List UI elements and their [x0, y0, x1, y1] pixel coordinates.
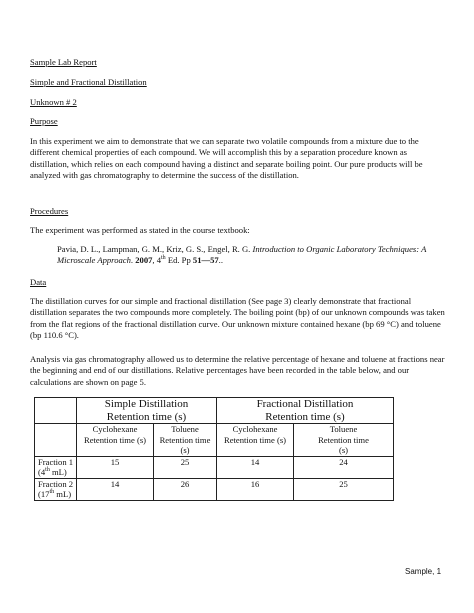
- simple-distillation-header: [77, 398, 217, 424]
- procedures-heading: Procedures: [30, 206, 69, 216]
- toluene-label: Toluene: [171, 424, 199, 434]
- row-label-sub-post: mL): [54, 489, 72, 499]
- citation-edition-sup: th: [161, 255, 166, 262]
- toluene-unit-1: Retention time: [318, 434, 369, 445]
- row-label-main: Fraction 1: [38, 456, 74, 467]
- data-heading: Data: [30, 277, 47, 287]
- table-header-row: [35, 398, 394, 424]
- citation-title: Introduction to Organic Laboratory Techniques: A Microscale Approach: [57, 244, 427, 266]
- citation-edition: , 4: [152, 255, 161, 266]
- row-label-sub: [38, 467, 74, 478]
- table-cell: 26: [154, 478, 217, 500]
- cyclohexane-unit: Retention time (s): [223, 434, 287, 445]
- simple-toluene-header: [154, 424, 217, 457]
- row-label: [35, 478, 77, 500]
- report-title: Sample Lab Report: [30, 57, 97, 67]
- row-label-main: Fraction 2: [38, 478, 74, 489]
- table-subheader-blank: [35, 424, 77, 457]
- row-label: [35, 456, 77, 478]
- fractional-distillation-header: [217, 398, 394, 424]
- data-paragraph-2: Analysis via gas chromatography allowed us to determine the relative percentage of hexane and toluene at fractions near the beginning and end of our distillations. Relative percentages have been recorded in the table below, and our calculations are shown on page 5.: [30, 354, 445, 387]
- citation-sep: .: [130, 255, 136, 266]
- toluene-label: Toluene: [329, 424, 358, 434]
- citation-edition-suffix: Ed. Pp: [165, 255, 193, 266]
- experiment-title: Simple and Fractional Distillation: [30, 77, 147, 87]
- table-cell: 14: [217, 456, 294, 478]
- table-row: [35, 478, 394, 500]
- purpose-heading: Purpose: [30, 116, 58, 126]
- procedures-paragraph: The experiment was performed as stated in the course textbook:: [30, 225, 250, 235]
- table-subheader-row: [35, 424, 394, 457]
- toluene-unit-2: (s): [180, 445, 190, 455]
- data-paragraph-1: The distillation curves for our simple and fractional distillation (See page 3) clearly demonstrate that fractional distillation separates the two compounds more completely. The boiling point (bp) of our unknown compounds was taken from the flat regions of the fractional distillation curve. Our unknown mixture contained hexane (bp 69 °C) and toluene (bp 110.6 °C).: [30, 296, 445, 340]
- retention-time-table: [34, 397, 394, 501]
- toluene-unit-1: Retention time: [159, 434, 211, 445]
- row-label-sub: [38, 489, 74, 500]
- cyclohexane-label: Cyclohexane: [232, 424, 278, 434]
- row-label-sub-post: mL): [49, 467, 67, 477]
- table-cell: 25: [154, 456, 217, 478]
- cyclohexane-label: Cyclohexane: [92, 424, 138, 434]
- simple-cyclohexane-header: [77, 424, 154, 457]
- simple-header-line-2: Retention time (s): [106, 410, 187, 423]
- citation-end: ..: [218, 255, 223, 266]
- unknown-label: Unknown # 2: [30, 97, 77, 107]
- fractional-header-line-1: Fractional Distillation: [256, 398, 354, 410]
- citation-authors: Pavia, D. L., Lampman, G. M., Kriz, G. S., Engel, R. G.: [57, 244, 253, 254]
- table-row: [35, 456, 394, 478]
- table-cell: 15: [77, 456, 154, 478]
- row-label-sub-pre: (4: [38, 467, 46, 477]
- cyclohexane-unit: Retention time (s): [83, 434, 147, 445]
- row-label-sub-sup: th: [49, 489, 55, 496]
- citation-pages: 51—57: [192, 255, 219, 266]
- table-cell: 25: [294, 478, 394, 500]
- purpose-paragraph: In this experiment we aim to demonstrate that we can separate two volatile compounds from a mixture due to the different chemical properties of each compound. We will accomplish this by a separation procedure known as distillation, which relies on each compound having a distinct and separate boiling point. Our pure products will be analyzed with gas chromatography to determine the success of the distillation.: [30, 136, 423, 180]
- fractional-toluene-header: [294, 424, 394, 457]
- fractional-cyclohexane-header: [217, 424, 294, 457]
- table-cell: 24: [294, 456, 394, 478]
- citation-year: 2007: [135, 255, 153, 266]
- toluene-unit-2: (s): [338, 445, 349, 455]
- page-footer: Sample, 1: [405, 567, 442, 576]
- simple-header-line-1: Simple Distillation: [104, 398, 189, 410]
- table-cell: 14: [77, 478, 154, 500]
- fractional-header-line-2: Retention time (s): [265, 410, 345, 423]
- citation: [57, 244, 447, 267]
- table-cell: 16: [217, 478, 294, 500]
- table-corner-cell: [35, 398, 77, 424]
- row-label-sub-pre: (17: [38, 489, 50, 499]
- row-label-sub-sup: th: [45, 467, 50, 474]
